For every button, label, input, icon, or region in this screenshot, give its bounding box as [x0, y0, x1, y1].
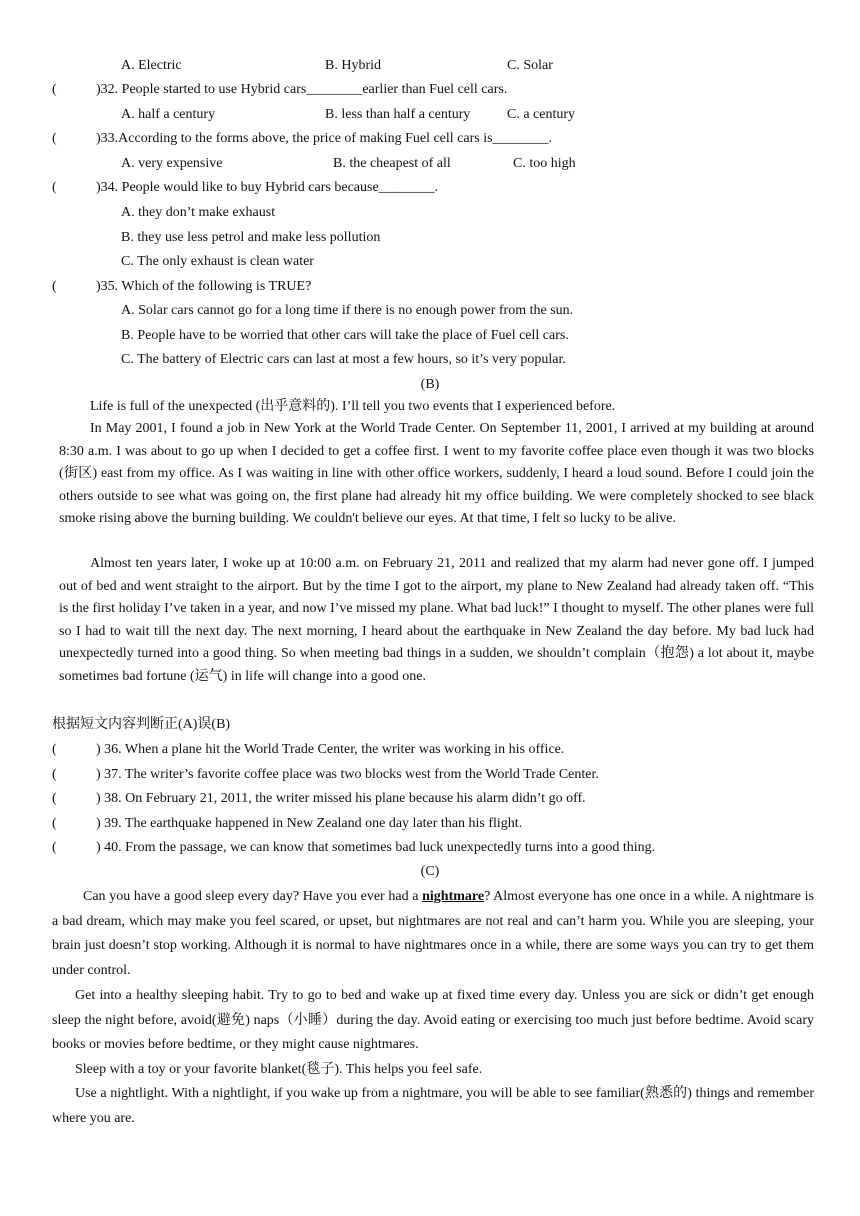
q32-option-a: A. half a century [121, 107, 216, 122]
section-b-paragraph-2: In May 2001, I found a job in New York at the World Trade Center. On September 11, 2001, I arrived at my building at around 8:30 a.m. I was about to go up when I decided to get a coffee first. I went to my favorite coffee place even though it was two blocks (街区) east from my office. As I was waiting in line with other office workers, suddenly, I heard a loud sound. Before I could join the others outside to see what was going on, the first plane had already hit my office building. We were completely shocked to see black smoke rising above the burning building. We couldn't believe our eyes. At that time, I felt so lucky to be alive. [59, 421, 814, 527]
q35-option-a: A. Solar cars cannot go for a long time if there is no enough power from the sun. [121, 303, 574, 318]
q33-stem: )33.According to the forms above, the price of making Fuel cell cars is________. [96, 131, 553, 146]
q34-option-c: C. The only exhaust is clean water [121, 254, 314, 269]
nightmare-keyword: nightmare [422, 889, 485, 904]
q33-option-c: C. too high [513, 156, 576, 171]
section-c-paragraph-2: Get into a healthy sleeping habit. Try to go to bed and wake up at fixed time every day. Unless you are sick or didn’t get enough sleep the night before, avoid(避免) naps（小睡）during the day. Avoid eating or exercising too much just before bedtime. Avoid scary books or movies before bedtime, or they might cause nightmares. [52, 988, 814, 1053]
q40-paren: ( [52, 840, 57, 855]
q32-option-c: C. a century [507, 107, 576, 122]
q34-option-b: B. they use less petrol and make less pollution [121, 230, 381, 245]
q38-paren: ( [52, 791, 57, 806]
q33-option-a: A. very expensive [121, 156, 223, 171]
section-b-paragraph-3: Almost ten years later, I woke up at 10:00 a.m. on February 21, 2011 and realized that my alarm had never gone off. I jumped out of bed and went straight to the airport. But by the time I got to the airport, my plane to New Zealand had already taken off. “This is the first holiday I’ve taken in a year, and now I’ve missed my plane. What bad luck!” I thought to myself. The other planes were full so I had to wait till the next day. The next morning, I heard about the earthquake in New Zealand the day before. My bad luck had unexpectedly turned into a good thing. So when meeting bad things in a sudden, we shouldn’t complain（抱怨) a lot about it, maybe sometimes bad fortune (运气) in life will change into a good one. [59, 556, 814, 684]
q32-stem: )32. People started to use Hybrid cars________earlier than Fuel cell cars. [96, 82, 508, 97]
section-b-instruction: 根据短文内容判断正(A)误(B) [52, 717, 231, 732]
q36-paren: ( [52, 742, 57, 757]
section-c-heading: (C) [420, 864, 440, 879]
section-c-paragraph-3: Sleep with a toy or your favorite blanket(毯子). This helps you feel safe. [75, 1062, 483, 1077]
q31-option-b: B. Hybrid [325, 58, 381, 73]
section-b-heading: (B) [420, 377, 440, 392]
section-c-paragraph-4: Use a nightlight. With a nightlight, if you wake up from a nightmare, you will be able to see familiar(熟悉的) things and remember where you are. [52, 1086, 814, 1126]
q35-option-b: B. People have to be worried that other cars will take the place of Fuel cell cars. [121, 328, 569, 343]
q33-paren: ( [52, 131, 57, 146]
q39-statement: ) 39. The earthquake happened in New Zealand one day later than his flight. [96, 816, 523, 831]
q38-statement: ) 38. On February 21, 2011, the writer missed his plane because his alarm didn’t go off. [96, 791, 586, 806]
q34-paren: ( [52, 180, 57, 195]
q31-option-c: C. Solar [507, 58, 553, 73]
q35-option-c: C. The battery of Electric cars can last at most a few hours, so it’s very popular. [121, 352, 566, 367]
q31-option-a: A. Electric [121, 58, 182, 73]
q39-paren: ( [52, 816, 57, 831]
q37-paren: ( [52, 767, 57, 782]
q35-paren: ( [52, 279, 57, 294]
q40-statement: ) 40. From the passage, we can know that sometimes bad luck unexpectedly turns into a good thing. [96, 840, 656, 855]
section-c-paragraph-1 [52, 885, 814, 983]
q37-statement: ) 37. The writer’s favorite coffee place was two blocks west from the World Trade Center. [96, 767, 599, 782]
q33-option-b: B. the cheapest of all [333, 156, 451, 171]
q36-statement: ) 36. When a plane hit the World Trade Center, the writer was working in his office. [96, 742, 565, 757]
q32-paren: ( [52, 82, 57, 97]
q34-option-a: A. they don’t make exhaust [121, 205, 276, 220]
q35-stem: )35. Which of the following is TRUE? [96, 279, 312, 294]
q32-option-b: B. less than half a century [325, 107, 471, 122]
q34-stem: )34. People would like to buy Hybrid cars because________. [96, 180, 439, 195]
section-b-paragraph-1: Life is full of the unexpected (出乎意料的). I’ll tell you two events that I experienced before. [90, 399, 616, 414]
section-c-p1-before: Can you have a good sleep every day? Have you ever had a [83, 889, 423, 904]
section-c-p1-after: ? Almost everyone has one once in a while. A nightmare is a bad dream, which may make you feel scared, or upset, but nightmares are not real and can’t harm you. While you are sleeping, your brain just doesn’t stop working. Although it is normal to have nightmares once in a while, there are some ways you can try to get them under control. [52, 889, 814, 978]
